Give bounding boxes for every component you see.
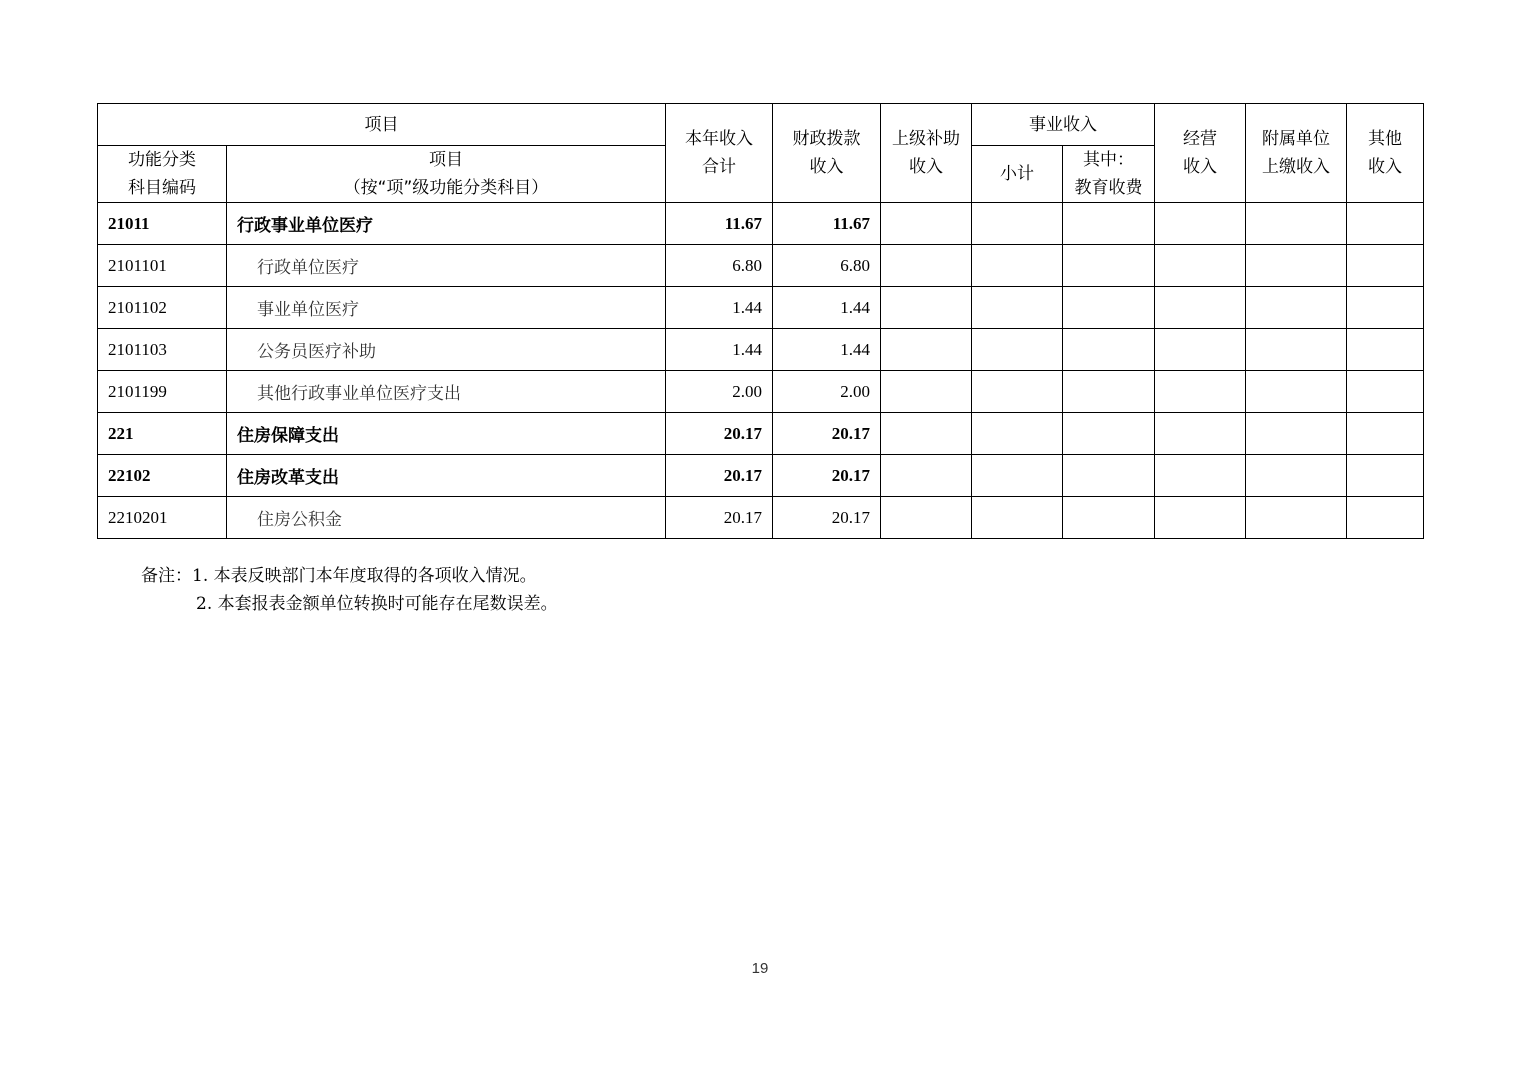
row-code: 2101103 <box>98 329 227 371</box>
row-total: 20.17 <box>666 497 773 539</box>
empty-cell <box>972 413 1063 455</box>
header-business-income: 事业收入 <box>972 104 1155 146</box>
header-operating-income <box>1155 104 1246 203</box>
row-name: 行政单位医疗 <box>227 245 666 287</box>
note-line-1: 备注：1. 本表反映部门本年度取得的各项收入情况。 <box>141 566 537 586</box>
empty-cell <box>881 329 972 371</box>
table-row <box>98 203 1424 245</box>
empty-cell <box>972 455 1063 497</box>
empty-cell <box>1155 455 1246 497</box>
table-row <box>98 371 1424 413</box>
empty-cell <box>1246 245 1347 287</box>
empty-cell <box>1347 203 1424 245</box>
empty-cell <box>881 455 972 497</box>
header-fiscal-line1: 财政拨款 <box>792 129 861 149</box>
row-name: 住房保障支出 <box>227 413 666 455</box>
empty-cell <box>1347 413 1424 455</box>
empty-cell <box>1063 245 1155 287</box>
empty-cell <box>1347 371 1424 413</box>
header-annual-total-line2: 合计 <box>702 157 736 177</box>
row-name: 公务员医疗补助 <box>227 329 666 371</box>
row-total: 1.44 <box>666 329 773 371</box>
empty-cell <box>881 203 972 245</box>
header-project-name-line1: 项目 <box>429 150 463 170</box>
empty-cell <box>1155 245 1246 287</box>
empty-cell <box>881 497 972 539</box>
empty-cell <box>881 287 972 329</box>
header-other-line1: 其他 <box>1368 129 1402 149</box>
empty-cell <box>1246 455 1347 497</box>
empty-cell <box>1063 497 1155 539</box>
header-affiliated-line2: 上缴收入 <box>1262 157 1330 177</box>
header-fiscal-allocation <box>773 104 881 203</box>
table-row <box>98 413 1424 455</box>
row-fiscal: 20.17 <box>773 413 881 455</box>
row-code: 2101199 <box>98 371 227 413</box>
empty-cell <box>1347 245 1424 287</box>
row-code: 2101102 <box>98 287 227 329</box>
empty-cell <box>972 203 1063 245</box>
row-fiscal: 6.80 <box>773 245 881 287</box>
row-fiscal: 20.17 <box>773 455 881 497</box>
header-operating-line1: 经营 <box>1183 129 1217 149</box>
note-line-2: 2. 本套报表金额单位转换时可能存在尾数误差。 <box>196 594 558 614</box>
empty-cell <box>1246 203 1347 245</box>
row-total: 20.17 <box>666 455 773 497</box>
row-code: 2101101 <box>98 245 227 287</box>
empty-cell <box>881 413 972 455</box>
header-subsidy-line2: 收入 <box>909 157 943 177</box>
header-subtotal: 小计 <box>972 146 1063 203</box>
header-func-code-line2: 科目编码 <box>128 178 196 198</box>
header-func-code <box>98 146 227 203</box>
header-superior-subsidy <box>881 104 972 203</box>
header-operating-line2: 收入 <box>1183 157 1217 177</box>
empty-cell <box>1246 371 1347 413</box>
row-name: 住房改革支出 <box>227 455 666 497</box>
header-annual-total <box>666 104 773 203</box>
row-total: 6.80 <box>666 245 773 287</box>
income-table <box>97 103 1424 539</box>
empty-cell <box>1246 413 1347 455</box>
row-code: 2210201 <box>98 497 227 539</box>
row-fiscal: 1.44 <box>773 287 881 329</box>
empty-cell <box>1063 203 1155 245</box>
empty-cell <box>1063 455 1155 497</box>
table-row <box>98 329 1424 371</box>
row-name: 其他行政事业单位医疗支出 <box>227 371 666 413</box>
empty-cell <box>972 245 1063 287</box>
row-total: 20.17 <box>666 413 773 455</box>
empty-cell <box>1063 371 1155 413</box>
header-func-code-line1: 功能分类 <box>128 150 196 170</box>
notes <box>141 562 558 618</box>
header-fiscal-line2: 收入 <box>809 157 844 177</box>
row-name: 事业单位医疗 <box>227 287 666 329</box>
row-total: 1.44 <box>666 287 773 329</box>
row-fiscal: 1.44 <box>773 329 881 371</box>
row-fiscal: 11.67 <box>773 203 881 245</box>
empty-cell <box>1155 371 1246 413</box>
page-number: 19 <box>751 960 769 977</box>
empty-cell <box>972 287 1063 329</box>
header-education-line2: 教育收费 <box>1074 178 1143 198</box>
empty-cell <box>881 245 972 287</box>
header-other-income <box>1347 104 1424 203</box>
row-total: 2.00 <box>666 371 773 413</box>
row-code: 22102 <box>98 455 227 497</box>
header-project-name <box>227 146 666 203</box>
empty-cell <box>1155 497 1246 539</box>
header-education-fee <box>1063 146 1155 203</box>
header-project-group: 项目 <box>98 104 666 146</box>
empty-cell <box>1155 203 1246 245</box>
empty-cell <box>1063 413 1155 455</box>
row-code: 221 <box>98 413 227 455</box>
table-row <box>98 497 1424 539</box>
empty-cell <box>972 329 1063 371</box>
row-code: 21011 <box>98 203 227 245</box>
empty-cell <box>1155 329 1246 371</box>
empty-cell <box>1347 455 1424 497</box>
row-fiscal: 20.17 <box>773 497 881 539</box>
header-project-name-line2: （按“项”级功能分类科目） <box>343 178 549 198</box>
empty-cell <box>1347 497 1424 539</box>
header-other-line2: 收入 <box>1368 157 1402 177</box>
table-row <box>98 245 1424 287</box>
empty-cell <box>1155 287 1246 329</box>
row-name: 行政事业单位医疗 <box>227 203 666 245</box>
header-subsidy-line1: 上级补助 <box>892 129 960 149</box>
empty-cell <box>881 371 972 413</box>
header-affiliated-income <box>1246 104 1347 203</box>
table-row <box>98 455 1424 497</box>
header-education-line1: 其中： <box>1083 150 1134 170</box>
empty-cell <box>1347 287 1424 329</box>
header-affiliated-line1: 附属单位 <box>1262 129 1330 149</box>
row-fiscal: 2.00 <box>773 371 881 413</box>
empty-cell <box>1246 497 1347 539</box>
table-row <box>98 287 1424 329</box>
empty-cell <box>1246 329 1347 371</box>
empty-cell <box>972 371 1063 413</box>
empty-cell <box>972 497 1063 539</box>
empty-cell <box>1347 329 1424 371</box>
empty-cell <box>1246 287 1347 329</box>
row-total: 11.67 <box>666 203 773 245</box>
row-name: 住房公积金 <box>227 497 666 539</box>
header-annual-total-line1: 本年收入 <box>685 129 753 149</box>
empty-cell <box>1063 287 1155 329</box>
empty-cell <box>1063 329 1155 371</box>
empty-cell <box>1155 413 1246 455</box>
